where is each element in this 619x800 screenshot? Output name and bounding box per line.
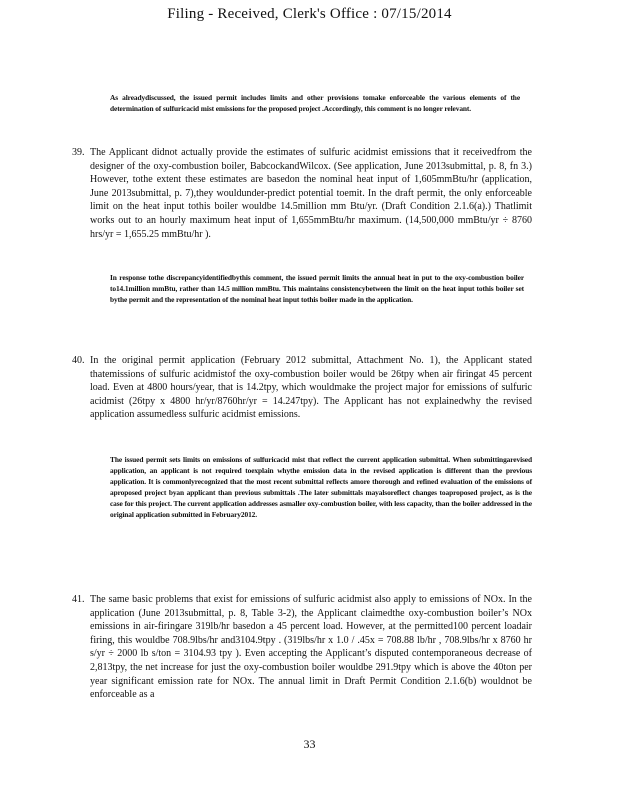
paragraph-number: 40. <box>72 355 85 366</box>
paragraph-number: 41. <box>72 594 85 605</box>
filing-header: Filing - Received, Clerk's Office : 07/15/2014 <box>167 6 452 22</box>
paragraph-text: The same basic problems that exist for emissions of sulfuric acidmist also apply to emissions of NOx. In the application (June 2013submittal, p. 8, Table 3-2), the Applicant claimedthe oxy-combustion boiler’s NOx emissions in air-firingare 319lb/hr basedon a 45 percent load. However, at the permitted100 percent loadair firing, this wouldbe 708.9lbs/hr and3104.9tpy . (319lbs/hr x 1.0 / .45x = 708.88 lb/hr , 708.9lbs/hr x 8760 hr s/yr ÷ 2000 lb s/ton = 3104.93 tpy ). Even accepting the Applicant’s disputed contemporaneous decrease of 2,813tpy, the net increase for just the oxy-combustion boiler wouldbe 291.9tpy which is above the 40ton per year significant emission rate for NOx. The annual limit in Draft Permit Condition 2.1.6(b) wouldnot be enforceable as a <box>90 594 532 701</box>
response-text: The issued permit sets limits on emissions of sulfuricacid mist that reflect the current application submittal. When submittingarevised application, an applicant is not required toexplain whythe emission data in the revised application is different than the previous application. It is commonlyrecognized that the most recent submittal reflects amore thorough and refined evaluation of the emissions of aproposed project byan applicant than previous submittals .The later submittals mayalsoreflect changes toaproposed project, as is the case for this project. The current application addresses asmaller oxy-combustion boiler, with less capacity, than the boiler addressed in the original application submitted in February2012. <box>110 455 532 519</box>
response-text: As alreadydiscussed, the issued permit includes limits and other provisions tomake enforceable the various elements of the determination of sulfuricacid mist emissions for the proposed project .Accordingly, this comment is no longer relevant. <box>110 93 520 113</box>
response-text: In response tothe discrepancyidentifiedbythis comment, the issued permit limits the annual heat in put to the oxy-combustion boiler to14.1million mmBtu, rather than 14.5 million mmBtu. This maintains consistencybetween the limit on the heat input tothis boiler set bythe permit and the representation of the nominal heat input tothis boiler made in the application. <box>110 273 524 304</box>
numbered-paragraph-41 <box>72 593 532 702</box>
response-paragraph-prior <box>110 92 520 114</box>
numbered-paragraph-40 <box>72 354 532 422</box>
response-paragraph-40 <box>110 454 532 520</box>
paragraph-number: 39. <box>72 147 85 158</box>
page-number: 33 <box>303 737 316 751</box>
numbered-paragraph-39 <box>72 146 532 241</box>
paragraph-text: In the original permit application (February 2012 submittal, Attachment No. 1), the Applicant stated thatemissions of sulfuric acidmistof the oxy-combustion boiler would be 26tpy when air firingat 45 percent load. Even at 4800 hours/year, that is 14.2tpy, which wouldmake the project major for emissions of sulfuric acidmist (26tpy x 4800 hr/yr/8760hr/yr = 14.247tpy). The Applicant has not explainedwhy the revised application assumedless sulfuric acidmist emissions. <box>90 355 532 421</box>
paragraph-text: The Applicant didnot actually provide the estimates of sulfuric acidmist emissions that it receivedfrom the designer of the oxy-combustion boiler, BabcockandWilcox. (See application, June 2013submittal, p. 8, fn 3.) However, tothe extent these estimates are basedon the nominal heat input of 1,605mmBtu/hr (application, June 2013submittal, p. 7),they wouldunder-predict potential toemit. In the draft permit, the only enforceable limit on the heat input tothis boiler wouldbe 14.5million mm Btu/yr. (Draft Condition 2.1.6(a).) Thatlimit works out to an hourly maximum heat input of 1,655mmBtu/hr maximum. (14,500,000 mmBtu/yr ÷ 8760 hrs/yr = 1,655.25 mmBtu/hr ). <box>90 147 532 240</box>
response-paragraph-39 <box>110 272 524 305</box>
